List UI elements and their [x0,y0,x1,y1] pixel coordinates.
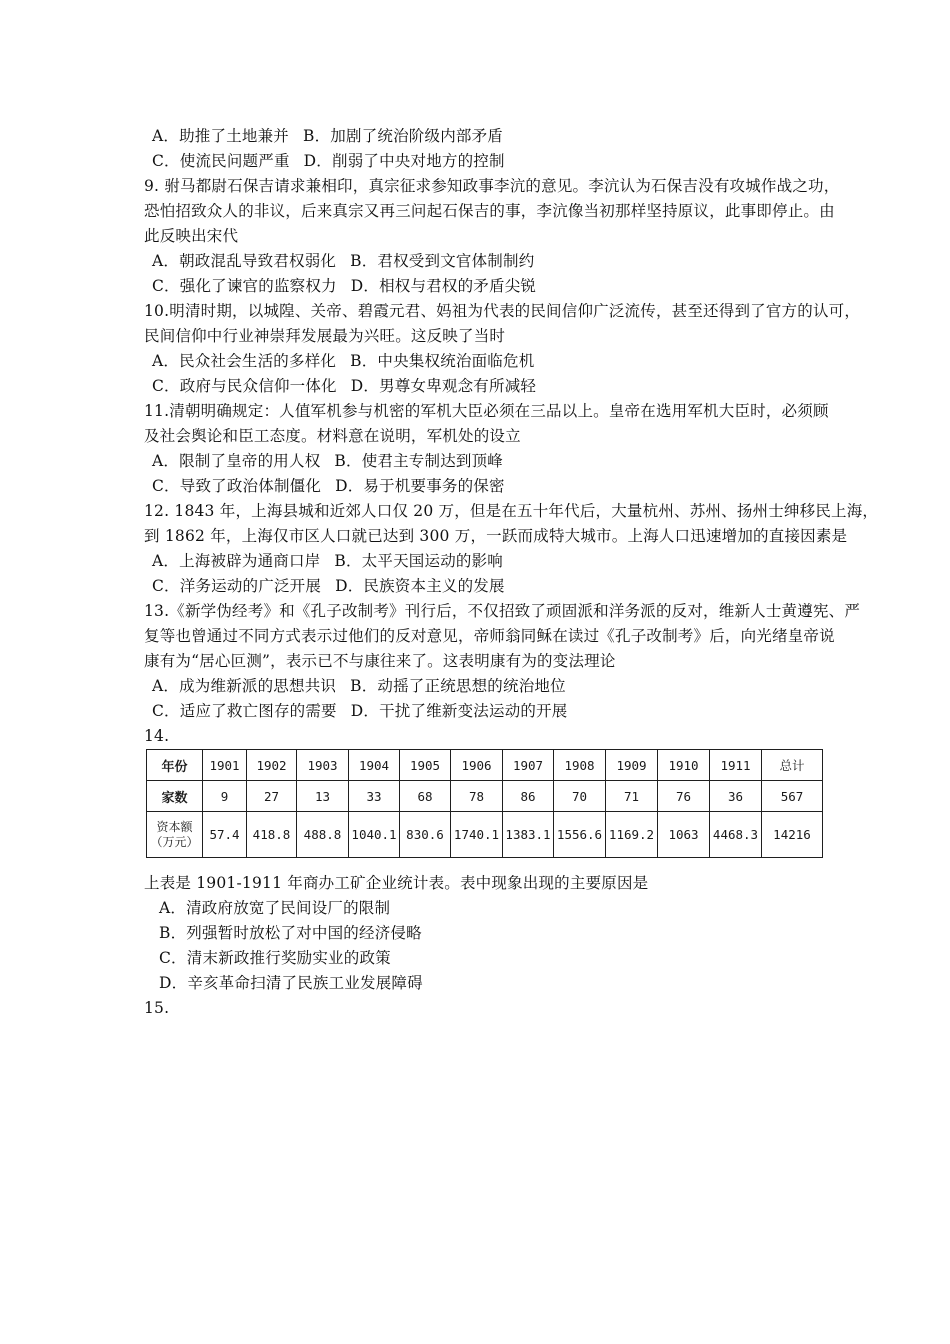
q9-stem-line3: 此反映出宋代 [144,227,239,245]
q8-option-b: B．加剧了统治阶级内部矛盾 [303,127,503,145]
capital-cell: 1556.6 [554,812,606,858]
q13-option-a: A．成为维新派的思想共识 [152,677,337,695]
capital-cell: 1169.2 [606,812,658,858]
capital-cell: 488.8 [297,812,349,858]
q10-options-row2 [152,376,536,396]
row-header-count: 家数 [147,781,203,812]
q12-stem-line1: 12. 1843 年，上海县城和近郊人口仅 20 万，但是在五十年代后，大量杭州、苏州、扬州士绅移民上海， [144,502,879,520]
year-cell: 1909 [606,750,658,781]
q14-number: 14. [144,727,170,745]
q12-option-c: C．洋务运动的广泛开展 [152,577,322,595]
year-cell: 1906 [451,750,503,781]
q9-options-row1 [152,251,534,271]
q12-stem-line2: 到 1862 年，上海仅市区人口就已达到 300 万，一跃而成特大城市。上海人口迅速增加的直接因素是 [144,527,848,545]
count-cell: 27 [247,781,297,812]
q9-stem-line2: 恐怕招致众人的非议，后来真宗又再三问起石保吉的事，李沆像当初那样坚持原议，此事即停止。由 [144,202,835,220]
q12-option-b: B．太平天国运动的影响 [334,552,503,570]
q11-stem-line2: 及社会舆论和臣工态度。材料意在说明，军机处的设立 [144,427,521,445]
row-header-capital: 资本额（万元） [147,812,203,858]
capital-cell: 830.6 [400,812,451,858]
count-cell: 33 [349,781,400,812]
q13-options-row1 [152,676,566,696]
capital-cell: 1383.1 [503,812,554,858]
q10-stem-line1: 10.明清时期，以城隍、关帝、碧霞元君、妈祖为代表的民间信仰广泛流传，甚至还得到了官方的认可， [144,302,861,320]
year-cell: 1910 [658,750,710,781]
q10-option-c: C．政府与民众信仰一体化 [152,377,337,395]
enterprise-statistics-table [146,749,823,858]
q8-option-a: A．助推了土地兼并 [152,127,289,145]
capital-cell: 1740.1 [451,812,503,858]
q10-stem-line2: 民间信仰中行业神崇拜发展最为兴旺。这反映了当时 [144,327,506,345]
q11-option-a: A．限制了皇帝的用人权 [152,452,321,470]
year-cell: 1902 [247,750,297,781]
capital-cell-total: 14216 [762,812,823,858]
q12-options-row1 [152,551,503,571]
count-cell: 9 [203,781,247,812]
q10-option-d: D．男尊女卑观念有所减轻 [350,377,537,395]
q11-options-row1 [152,451,503,471]
q13-option-d: D．干扰了维新变法运动的开展 [350,702,568,720]
q11-stem-line1: 11.清朝明确规定：人值军机参与机密的军机大臣必须在三品以上。皇帝在选用军机大臣时，必须顾 [144,402,829,420]
q10-option-b: B．中央集权统治面临危机 [350,352,535,370]
q14-option-a: A．清政府放宽了民间设厂的限制 [159,899,391,917]
count-cell: 13 [297,781,349,812]
count-cell: 86 [503,781,554,812]
q15-number: 15. [144,999,170,1017]
q9-option-d: D．相权与君权的矛盾尖锐 [350,277,537,295]
year-cell-total: 总计 [762,750,823,781]
count-cell: 70 [554,781,606,812]
q10-options-row1 [152,351,534,371]
q9-option-c: C．强化了谏官的监察权力 [152,277,337,295]
capital-cell: 4468.3 [710,812,762,858]
year-cell: 1901 [203,750,247,781]
count-cell: 78 [451,781,503,812]
q13-option-b: B．动摇了正统思想的统治地位 [350,677,566,695]
q13-stem-line3: 康有为“居心叵测”，表示已不与康往来了。这表明康有为的变法理论 [144,652,616,670]
q11-option-b: B．使君主专制达到顶峰 [334,452,503,470]
q13-options-row2 [152,701,568,721]
q13-option-c: C．适应了救亡图存的需要 [152,702,337,720]
q9-option-a: A．朝政混乱导致君权弱化 [152,252,337,270]
q8-option-d: D．削弱了中央对地方的控制 [303,152,505,170]
year-cell: 1908 [554,750,606,781]
capital-cell: 1040.1 [349,812,400,858]
capital-cell: 1063 [658,812,710,858]
count-cell: 68 [400,781,451,812]
q8-options-row1 [152,126,503,146]
capital-cell: 57.4 [203,812,247,858]
q11-option-d: D．易于机要事务的保密 [335,477,505,495]
table-row-years [147,750,823,781]
q14-option-c: C．清末新政推行奖励实业的政策 [159,949,391,967]
q9-option-b: B．君权受到文官体制制约 [350,252,535,270]
year-cell: 1911 [710,750,762,781]
count-cell: 36 [710,781,762,812]
q14-option-b: B．列强暂时放松了对中国的经济侵略 [159,924,422,942]
q9-stem-line1: 9. 驸马都尉石保吉请求兼相印，真宗征求参知政事李沆的意见。李沆认为石保吉没有攻城作战之功， [144,177,840,195]
q9-options-row2 [152,276,536,296]
year-cell: 1903 [297,750,349,781]
count-cell: 71 [606,781,658,812]
year-cell: 1905 [400,750,451,781]
row-header-year: 年份 [147,750,203,781]
table-row-counts [147,781,823,812]
q10-option-a: A．民众社会生活的多样化 [152,352,337,370]
count-cell: 76 [658,781,710,812]
q14-option-d: D．辛亥革命扫清了民族工业发展障碍 [159,974,423,992]
q13-stem-line1: 13.《新学伪经考》和《孔子改制考》刊行后，不仅招致了顽固派和洋务派的反对，维新人士黄遵宪、严 [144,602,861,620]
q11-options-row2 [152,476,505,496]
q12-options-row2 [152,576,505,596]
q8-options-row2 [152,151,505,171]
q12-option-d: D．民族资本主义的发展 [335,577,505,595]
count-cell-total: 567 [762,781,823,812]
q13-stem-line2: 复等也曾通过不同方式表示过他们的反对意见，帝师翁同稣在读过《孔子改制考》后，向光绪皇帝说 [144,627,835,645]
year-cell: 1907 [503,750,554,781]
q12-option-a: A．上海被辟为通商口岸 [152,552,321,570]
q14-stem: 上表是 1901-1911 年商办工矿企业统计表。表中现象出现的主要原因是 [144,874,649,892]
capital-cell: 418.8 [247,812,297,858]
table-row-capital [147,812,823,858]
q11-option-c: C．导致了政治体制僵化 [152,477,322,495]
year-cell: 1904 [349,750,400,781]
q8-option-c: C．使流民问题严重 [152,152,290,170]
